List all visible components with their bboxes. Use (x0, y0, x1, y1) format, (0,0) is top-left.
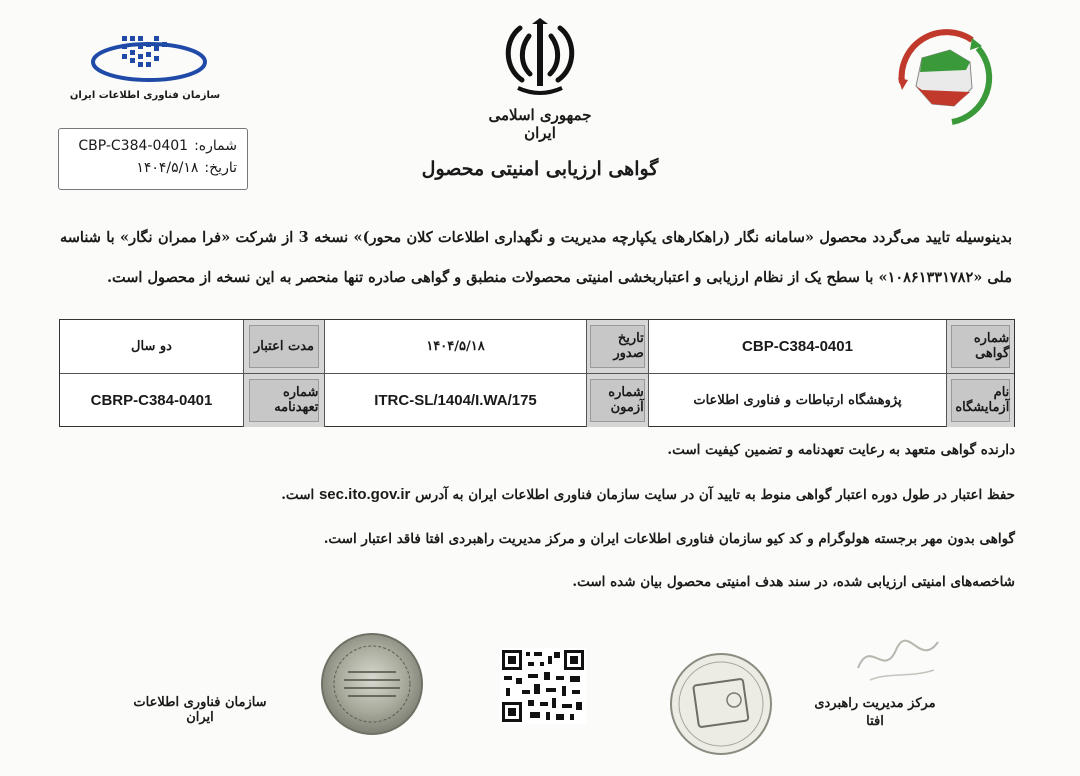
number-label: شماره: (194, 138, 237, 154)
commitment-label-cell (243, 374, 324, 427)
table-row (60, 320, 1014, 374)
test-no-value: ITRC-SL/1404/I.WA/175 (324, 374, 586, 427)
table-row (60, 374, 1014, 427)
iran-emblem-icon (498, 18, 582, 100)
iran-map-logo-icon (892, 28, 1002, 128)
lab-label: نام آزمایشگاه (951, 379, 1011, 422)
test-no-label: شماره آزمون (590, 379, 644, 422)
lab-label-cell (946, 374, 1014, 427)
qr-code-icon[interactable] (500, 648, 586, 724)
note-commitment: دارنده گواهی متعهد به رعایت تعهدنامه و تضمین کیفیت است. (667, 442, 1015, 458)
validity-label: مدت اعتبار (249, 325, 320, 368)
note-validity-end: است. (281, 487, 315, 503)
signature-icon (850, 628, 950, 688)
note-hologram: گواهی بدون مهر برجسته هولوگرام و کد کیو سازمان فناوری اطلاعات ایران و مرکز مدیریت راهبردی افتا فاقد اعتبار است. (323, 531, 1015, 547)
note-validity-text: حفظ اعتبار در طول دوره اعتبار گواهی منوط به تایید آن در سایت سازمان فناوری اطلاعات ایران به آدرس (415, 487, 1015, 503)
commitment-label: شماره تعهدنامه (249, 379, 320, 422)
national-emblem (470, 18, 610, 142)
number-row (69, 135, 237, 157)
commitment-value: CBRP-C384-0401 (90, 392, 213, 409)
certificate-table (59, 319, 1015, 427)
note-security-target: شاخصه‌های امنیتی ارزیابی شده، در سند هدف امنیتی محصول بیان شده است. (572, 574, 1015, 590)
cert-no-value: CBP-C384-0401 (648, 320, 946, 373)
certificate-meta-box (58, 128, 248, 190)
afta-sign-line1: مرکز مدیریت راهبردی (814, 696, 936, 711)
emblem-caption: جمهوری اسلامی ایران (488, 106, 592, 142)
validity-value: دو سال (131, 339, 172, 354)
note-validity (120, 486, 1015, 503)
issue-date-label: تاریخ صدور (590, 325, 644, 368)
ito-mark-icon (84, 32, 214, 84)
date-label: تاریخ: (204, 160, 237, 176)
afta-signature-label (800, 695, 950, 731)
date-value: ۱۴۰۴/۵/۱۸ (136, 160, 199, 176)
embossed-stamp-icon (666, 648, 776, 760)
date-row (69, 157, 237, 179)
lab-value: پژوهشگاه ارتباطات و فناوری اطلاعات (648, 374, 946, 427)
ito-signature-label: سازمان فناوری اطلاعات ایران (133, 695, 267, 725)
ito-logo (60, 28, 230, 106)
number-value: CBP-C384-0401 (78, 138, 189, 154)
test-no-label-cell (586, 374, 648, 427)
afta-sign-line2: افتا (866, 714, 884, 729)
intro-paragraph: بدینوسیله تایید می‌گردد محصول «سامانه نگار (راهکارهای یکپارچه مدیریت و نگهداری اطلاعات کلان محور)» نسخه 3 از شرکت «فرا ممران نگار» با شناسه ملی «۱۰۸۶۱۳۳۱۷۸۲» با سطح یک از نظام ارزیابی و اعتبار‌بخشی امنیتی محصولات منطبق و گواهی صادره تنها منحصر به این نسخه از محصول است. (60, 229, 1012, 286)
document-title: گواهی ارزیابی امنیتی محصول (421, 158, 659, 180)
validity-label-cell (243, 320, 324, 373)
cert-no-label: شماره گواهی (951, 325, 1011, 368)
hologram-seal-icon (318, 628, 426, 738)
verification-url[interactable]: sec.ito.gov.ir (318, 486, 411, 503)
issue-date-label-cell (586, 320, 648, 373)
cert-no-label-cell (946, 320, 1014, 373)
ito-logo-name: سازمان فناوری اطلاعات ایران (69, 90, 221, 101)
issue-date-value: ۱۴۰۴/۵/۱۸ (324, 320, 586, 373)
